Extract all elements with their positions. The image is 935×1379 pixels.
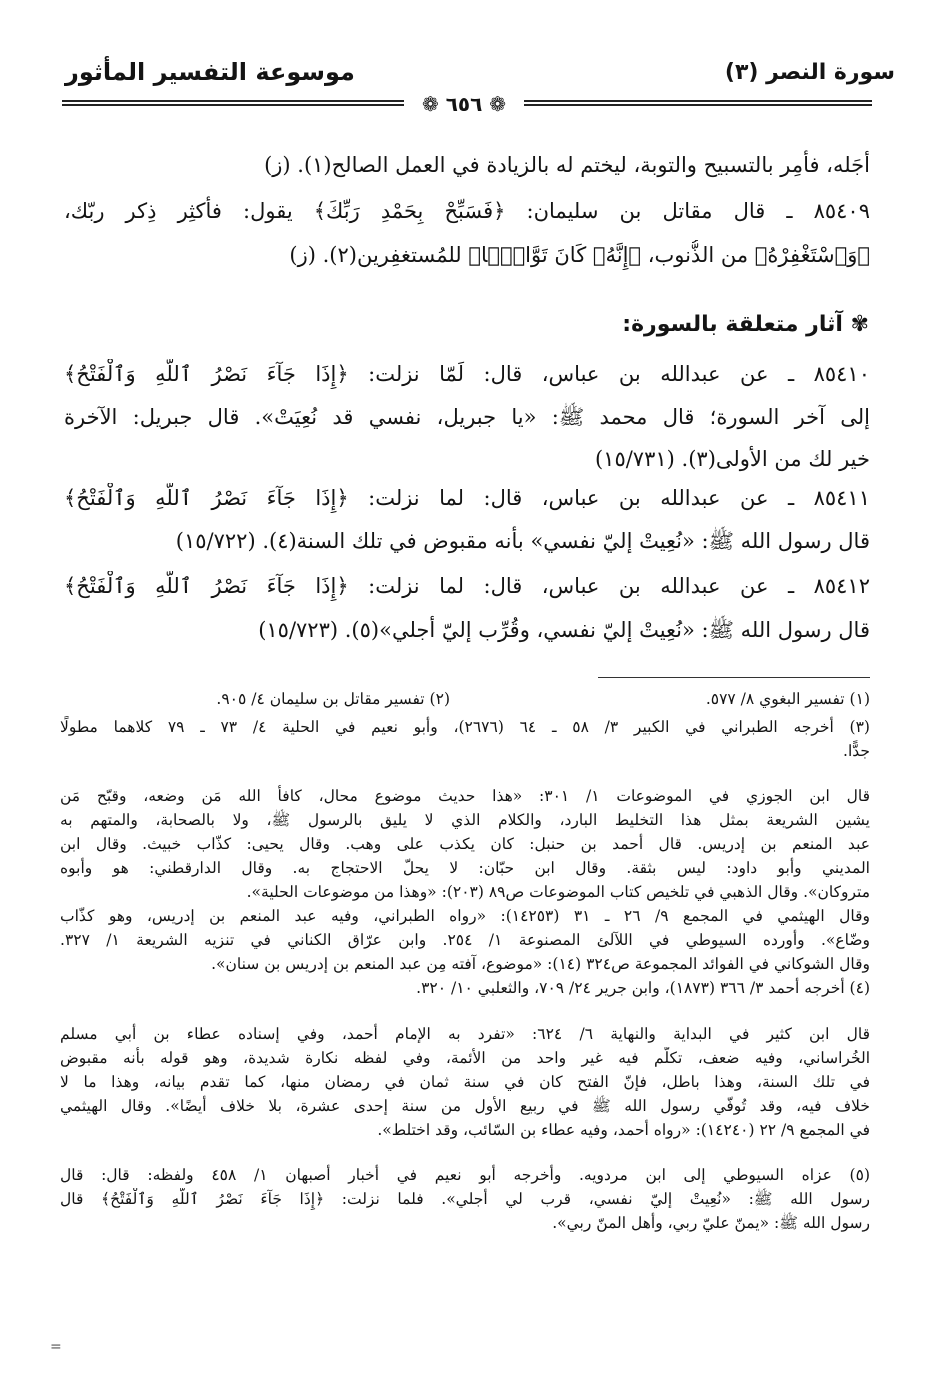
narration-line: إلى آخر السورة؛ قال محمد ﷺ: «يا جبريل، نفسي قد نُعِيَتْ». قال جبريل: الآخرة (64, 405, 870, 429)
footnote-line: خلاف فيه، وقد تُوفّي رسول الله ﷺ في ربيع الأول من سنة إحدى عشرة، بلا خلاف أيضًا». وقال الهيثمي (60, 1097, 870, 1115)
footnote-line: قال ابن كثير في البداية والنهاية ٦/ ٦٢٤: «تفرد به الإمام أحمد، وفي إسناده عطاء بن أبي مسلم (60, 1025, 870, 1043)
footnote-line: متروكان». وقال الذهبي في تلخيص كتاب الموضوعات ص٨٩ (٢٠٣): «وهذا من موضوعات الحلية». (246, 883, 870, 901)
footnote-line: رسول الله ﷺ: «نُعِيتْ إليّ نفسي، قرب لي أجلي». فلما نزلت: ﴿إِذَا جَآءَ نَصْرُ ٱللَّهِ وَٱلْفَتْحُ﴾ قال (60, 1190, 870, 1208)
footnote-line: عبد المنعم بن إدريس. قال أحمد بن حنبل: كان يكذب على وهب. وقال يحيى: كذّاب خبيث. وقال ابن (60, 835, 870, 853)
narration-line: قال رسول الله ﷺ: «نُعِيتْ إليّ نفسي» بأنه مقبوض في تلك السنة(٤). (١٥/٧٢٢) (175, 529, 870, 553)
footnote-line: يشين الشريعة بمثل هذا التخليط البارد، والكلام الذي لا يليق بالرسول ﷺ، ولا بالصحابة، والمتهم به (60, 811, 870, 829)
footnote-separator (598, 677, 870, 678)
ornament-left-icon: ❁ (421, 92, 446, 116)
footnote-line: في تلك السنة، وهذا باطل، فإنّ الفتح كان في سنة ثمان في رمضان منها، كما تقدم بيانه، وهذا ما لا (60, 1073, 870, 1091)
footnote-line: في المجمع ٩/ ٢٢ (١٤٢٤٠): «رواه أحمد، وفيه عطاء بن السّائب، وقد اختلط». (377, 1121, 870, 1139)
body-text-line: ﴿وَٱسْتَغْفِرْهُ﴾ من الذُّنوب، ﴿إِنَّهُۥ كَانَ تَوَّابًۢا﴾ للمُستغفِرين(٢). (ز) (289, 243, 870, 267)
footnote-2: (٢) تفسير مقاتل بن سليمان ٤/ ٩٠٥. (216, 690, 450, 708)
narration-line: ٨٥٤١١ ـ عن عبدالله بن عباس، قال: لما نزلت: ﴿إِذَا جَآءَ نَصْرُ ٱللَّهِ وَٱلْفَتْحُ﴾ (64, 486, 870, 510)
footnote-line: (٥) عزاه السيوطي إلى ابن مردويه. وأخرجه أبو نعيم في أخبار أصبهان ١/ ٤٥٨ ولفظه: قال: قال (60, 1166, 870, 1184)
footnote-row-1-2 (60, 688, 870, 710)
footnote-line: (٤) أخرجه أحمد ٣/ ٣٦٦ (١٨٧٣)، وابن جرير ٢٤/ ٧٠٩، والثعلبي ١٠/ ٣٢٠. (416, 979, 870, 997)
footnote-line: قال ابن الجوزي في الموضوعات ١/ ٣٠١: «هذا حديث موضوع محال، كافأ الله مَن وضعه، وقبّح مَن (60, 787, 870, 805)
section-heading: ✾ آثار متعلقة بالسورة: (622, 312, 869, 337)
footnote-line: جدًّا. (843, 742, 870, 760)
footnote-1: (١) تفسير البغوي ٨/ ٥٧٧. (705, 690, 870, 708)
narration-line: ٨٥٤١٠ ـ عن عبدالله بن عباس، قال: لَمّا نزلت: ﴿إِذَا جَآءَ نَصْرُ ٱللَّهِ وَٱلْفَتْحُ﴾ (64, 362, 870, 386)
narration-line: خير لك من الأولى(٣). (١٥/٧٣١) (594, 447, 870, 471)
narration-line: قال رسول الله ﷺ: «نُعِيتْ إليّ نفسي، وقُرِّب إليّ أجلي»(٥). (١٥/٧٢٣) (258, 618, 870, 642)
ornament-right-icon: ❁ (482, 92, 507, 116)
body-text-line: أجَله، فأُمِر بالتسبيح والتوبة، ليختم له بالزيادة في العمل الصالح(١). (ز) (264, 153, 870, 177)
footnote-line: الخُراساني، وفيه ضعف، تكلّم فيه غير واحد من الأئمة، وفي لفظه نكارة شديدة، وهو قوله بأنه مقبوض (60, 1049, 870, 1067)
book-title: موسوعة التفسير المأثور (65, 58, 355, 86)
surah-label: سورة النصر (٣) (724, 60, 895, 85)
footnote-line: وضّاع». وأورده السيوطي في اللآلئ المصنوعة ١/ ٢٥٤. وابن عرّاق الكناني في تنزيه الشريعة ١/ ٣٢٧. (60, 931, 870, 949)
flower-icon: ✾ (842, 312, 869, 337)
body-text-line: ٨٥٤٠٩ ـ قال مقاتل بن سليمان: ﴿فَسَبِّحْ بِحَمْدِ رَبِّكَ﴾ يقول: فأكثِر ذِكر ربّك، (64, 199, 870, 223)
margin-marker: = (50, 1339, 62, 1355)
footnote-line: وقال الشوكاني في الفوائد المجموعة ص٣٢٤ (١٤): «موضوع، آفته مِن عبد المنعم بن إدريس بن سنان». (211, 955, 870, 973)
narration-line: ٨٥٤١٢ ـ عن عبدالله بن عباس، قال: لما نزلت: ﴿إِذَا جَآءَ نَصْرُ ٱللَّهِ وَٱلْفَتْحُ﴾ (64, 574, 870, 598)
footnote-line: المديني وأبو داود: ليس بثقة. وقال ابن حبّان: لا يحلّ الاحتجاج به. وقال الدارقطني: هو وأبوه (60, 859, 870, 877)
footnote-line: (٣) أخرجه الطبراني في الكبير ٣/ ٥٨ ـ ٦٤ (٢٦٧٦)، وأبو نعيم في الحلية ٤/ ٧٣ ـ ٧٩ كلاهما مطولًا (60, 718, 870, 736)
footnote-line: رسول الله ﷺ: «يمنّ عليّ ربي، وأهل المنّ ربي». (552, 1214, 870, 1232)
footnote-line: وقال الهيثمي في المجمع ٩/ ٢٦ ـ ٣١ (١٤٢٥٣): «رواه الطبراني، وفيه عبد المنعم بن إدريس، وهو كذّاب (60, 907, 870, 925)
page-number: ❁ ٦٥٦ ❁ (404, 92, 524, 116)
